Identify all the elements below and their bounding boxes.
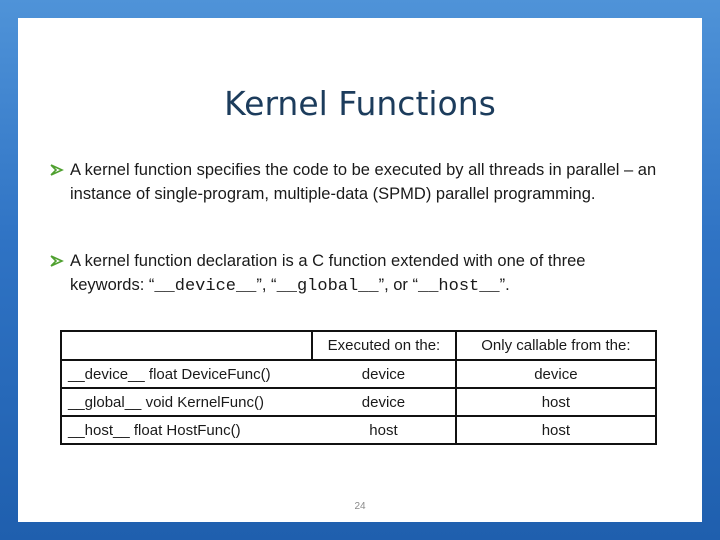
- bullet-2-prefix: A kernel function declaration is a C function extended with one of three keywords: “: [70, 252, 586, 294]
- function-qualifier-table: [60, 330, 657, 445]
- table-cell: host: [456, 416, 656, 444]
- page-number: 24: [354, 501, 366, 512]
- table-header-cell: [61, 331, 312, 360]
- table-row: [61, 388, 656, 416]
- table-cell: __global__ void KernelFunc(): [61, 388, 312, 416]
- arrow-bullet-icon: [50, 249, 66, 273]
- keyword-global: __global__: [276, 277, 379, 296]
- bullet-1-text: A kernel function specifies the code to be executed by all threads in parallel – an instance of single-program, multiple-data (SPMD) parallel programming.: [70, 161, 657, 203]
- table-header-row: [61, 331, 656, 360]
- table-cell: device: [456, 360, 656, 388]
- table-cell: host: [456, 388, 656, 416]
- arrow-bullet-icon: [50, 158, 66, 182]
- table-cell: device: [312, 360, 456, 388]
- bullet-2-sep2: ”, or “: [378, 276, 419, 294]
- bullet-1: [70, 158, 660, 206]
- bullet-2-suffix: ”.: [499, 276, 510, 294]
- table-cell: __host__ float HostFunc(): [61, 416, 312, 444]
- keyword-host: __host__: [418, 277, 500, 296]
- table-cell: host: [312, 416, 456, 444]
- table-row: [61, 416, 656, 444]
- keyword-device: __device__: [154, 277, 257, 296]
- table-header-cell: Only callable from the:: [456, 331, 656, 360]
- table-cell: __device__ float DeviceFunc(): [61, 360, 312, 388]
- bullet-2-sep1: ”, “: [256, 276, 277, 294]
- bullet-2: [70, 249, 660, 299]
- slide-title: Kernel Functions: [224, 84, 496, 123]
- table-header-cell: Executed on the:: [312, 331, 456, 360]
- table-row: [61, 360, 656, 388]
- slide: [18, 18, 702, 522]
- table-cell: device: [312, 388, 456, 416]
